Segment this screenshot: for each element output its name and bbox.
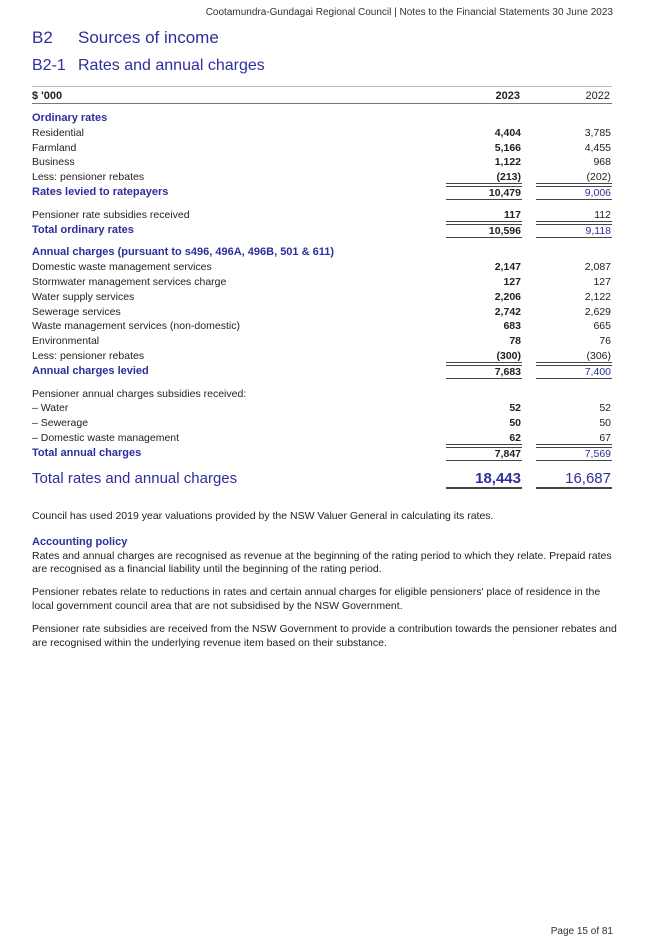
- ordinary-rates-heading: Ordinary rates: [32, 112, 108, 124]
- table-column-header: [32, 86, 612, 104]
- section-heading: [32, 28, 219, 48]
- annual-charges-heading: Annual charges (pursuant to s496, 496A, 496B, 501 & 611): [32, 246, 335, 259]
- table-row: Less: pensioner rebates (213) (202): [32, 171, 611, 184]
- table-row: Business 1,122 968: [32, 156, 611, 169]
- rates-table: [32, 86, 612, 490]
- table-row: – Domestic waste management 62 67: [32, 431, 611, 444]
- subsection-heading: [32, 57, 265, 75]
- unit-label: $ '000: [32, 90, 63, 102]
- table-row: Waste management services (non-domestic) 683 665: [32, 320, 611, 333]
- running-header: Cootamundra-Gundagai Regional Council | Notes to the Financial Statements 30 June 2023: [205, 7, 613, 18]
- table-row: Less: pensioner rebates (300) (306): [32, 349, 611, 362]
- accounting-policy-p3: Pensioner rate subsidies are received from the NSW Government to provide a contribution towards the pensioner rebates and are recognised within the underlying revenue item based on their substance.: [32, 623, 617, 649]
- subsection-number: B2-1: [32, 57, 66, 74]
- total-annual-row: Total annual charges 7,847 7,569: [32, 446, 611, 460]
- table-row: Farmland 5,166 4,455: [32, 141, 611, 154]
- section-number: B2: [32, 28, 53, 47]
- table-row: Stormwater management services charge 127 127: [32, 275, 611, 288]
- table-row: Domestic waste management services 2,147 2,087: [32, 261, 611, 274]
- accounting-policy-p2: Pensioner rebates relate to reductions in rates and certain annual charges for eligible pensioners' place of residence in the local government council area that are not subsidised by the NSW Government.: [32, 586, 601, 612]
- table-row: Residential 4,404 3,785: [32, 126, 611, 139]
- column-2023: 2023: [495, 90, 520, 102]
- table-row: – Sewerage 50 50: [32, 417, 611, 430]
- table-row: Sewerage services 2,742 2,629: [32, 305, 611, 318]
- column-2022: 2022: [585, 90, 610, 102]
- accounting-policy-p1: Rates and annual charges are recognised as revenue at the beginning of the rating period to which they relate. Prepaid rates are recognised as a financial liability until the beginning of the rating period.: [32, 549, 612, 575]
- accounting-policy-title: Accounting policy: [32, 536, 128, 548]
- pensioner-annual-heading: Pensioner annual charges subsidies received:: [32, 387, 247, 400]
- total-ordinary-row: Total ordinary rates 10,596 9,118: [32, 223, 611, 237]
- table-row: – Water 52 52: [32, 402, 611, 415]
- pensioner-subsidies-row: Pensioner rate subsidies received 117 112: [32, 208, 611, 221]
- annual-levied-row: Annual charges levied 7,683 7,400: [32, 364, 611, 378]
- rates-levied-row: Rates levied to ratepayers 10,479 9,006: [32, 185, 611, 199]
- subsection-title: Rates and annual charges: [78, 57, 265, 74]
- accounting-policy: [32, 536, 617, 577]
- table-row: Environmental 78 76: [32, 335, 611, 348]
- section-title: Sources of income: [78, 28, 219, 47]
- table-row: Water supply services 2,206 2,122: [32, 290, 611, 303]
- valuations-note: Council has used 2019 year valuations provided by the NSW Valuer General in calculating its rates.: [32, 510, 494, 522]
- grand-total-row: Total rates and annual charges 18,443 16,687: [32, 469, 611, 487]
- page-number: Page 15 of 81: [550, 926, 613, 937]
